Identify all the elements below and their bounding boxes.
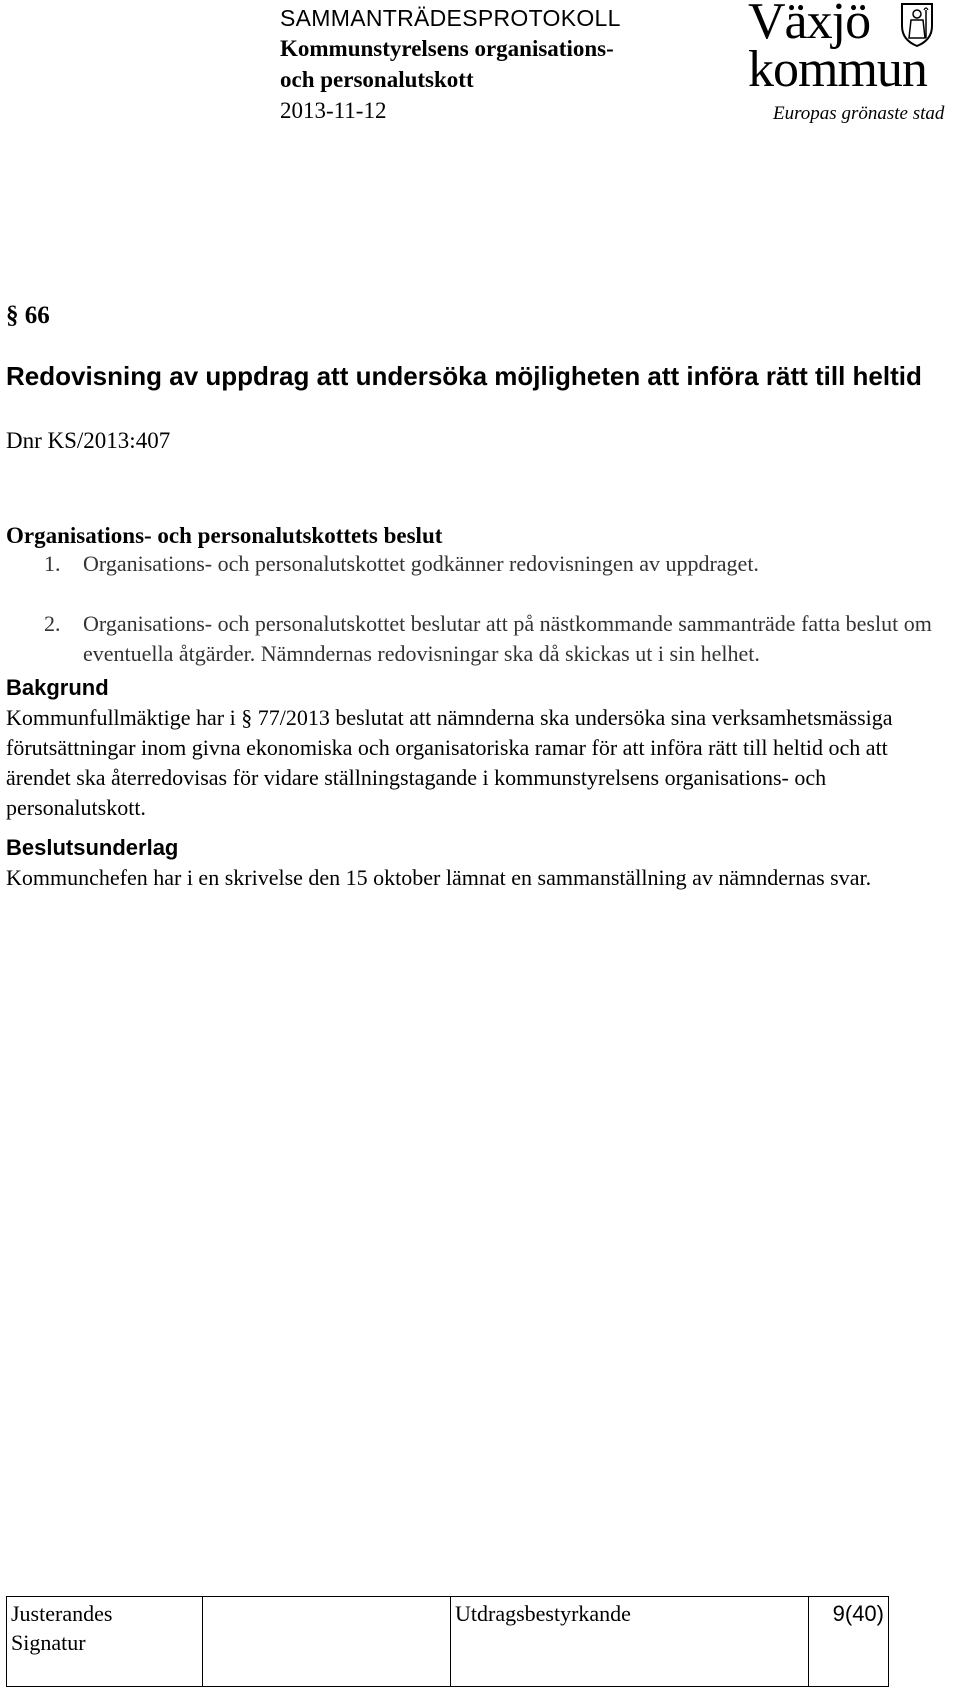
section-number: § 66 xyxy=(6,302,50,329)
logo-tagline: Europas grönaste stad xyxy=(773,103,945,124)
certifier-label: Utdragsbestyrkande xyxy=(455,1601,631,1626)
committee-name-line2: och personalutskott xyxy=(280,67,474,92)
municipality-logo xyxy=(748,0,960,130)
logo-text-line1: Växjö xyxy=(748,0,871,50)
decision-item-text: Organisations- och personalutskottet beslutar att på nästkommande sammanträde fatta beslut om eventuella åtgärder. Nämndernas redovisningar ska då skickas ut i sin helhet. xyxy=(83,611,932,666)
decision-item-number: 1. xyxy=(44,551,61,576)
basis-heading: Beslutsunderlag xyxy=(6,835,179,860)
meeting-date: 2013-11-12 xyxy=(280,98,387,123)
page-total: (40) xyxy=(844,1601,884,1626)
section-title: Redovisning av uppdrag att undersöka möjligheten att införa rätt till heltid xyxy=(6,361,922,391)
decision-heading: Organisations- och personalutskottets beslut xyxy=(6,523,443,548)
document-type: SAMMANTRÄDESPROTOKOLL xyxy=(280,5,621,31)
basis-text: Kommunchefen har i en skrivelse den 15 oktober lämnat en sammanställning av nämndernas svar. xyxy=(6,865,872,890)
page-number xyxy=(809,1597,889,1687)
adjusters-signature-label xyxy=(7,1597,203,1687)
committee-name-line1: Kommunstyrelsens organisations- xyxy=(280,36,614,61)
adjusters-signature-field xyxy=(203,1597,451,1687)
background-heading: Bakgrund xyxy=(6,675,109,700)
decision-item-text: Organisations- och personalutskottet godkänner redovisningen av uppdraget. xyxy=(83,551,759,576)
section-body xyxy=(6,522,946,893)
decision-item-number: 2. xyxy=(44,611,61,636)
decision-item xyxy=(6,549,946,579)
page-current: 9 xyxy=(832,1601,845,1626)
adjusters-label-line1: Justerandes xyxy=(11,1601,113,1626)
decision-list xyxy=(6,549,946,669)
case-number: Dnr KS/2013:407 xyxy=(6,428,171,453)
decision-item xyxy=(6,609,946,669)
certifier-field xyxy=(451,1597,809,1687)
adjusters-label-line2: Signatur xyxy=(11,1630,86,1655)
signature-footer xyxy=(6,1596,889,1687)
document-header xyxy=(280,3,700,127)
logo-text-line2: kommun xyxy=(748,41,927,98)
background-text: Kommunfullmäktige har i § 77/2013 beslutat att nämnderna ska undersöka sina verksamhetsmässiga förutsättningar inom givna ekonomiska och organisatoriska ramar för att införa rätt till heltid och att ärendet ska återredovisas för vidare ställningstagande i kommunstyrelsens organisations- och personalutskott. xyxy=(6,705,893,820)
